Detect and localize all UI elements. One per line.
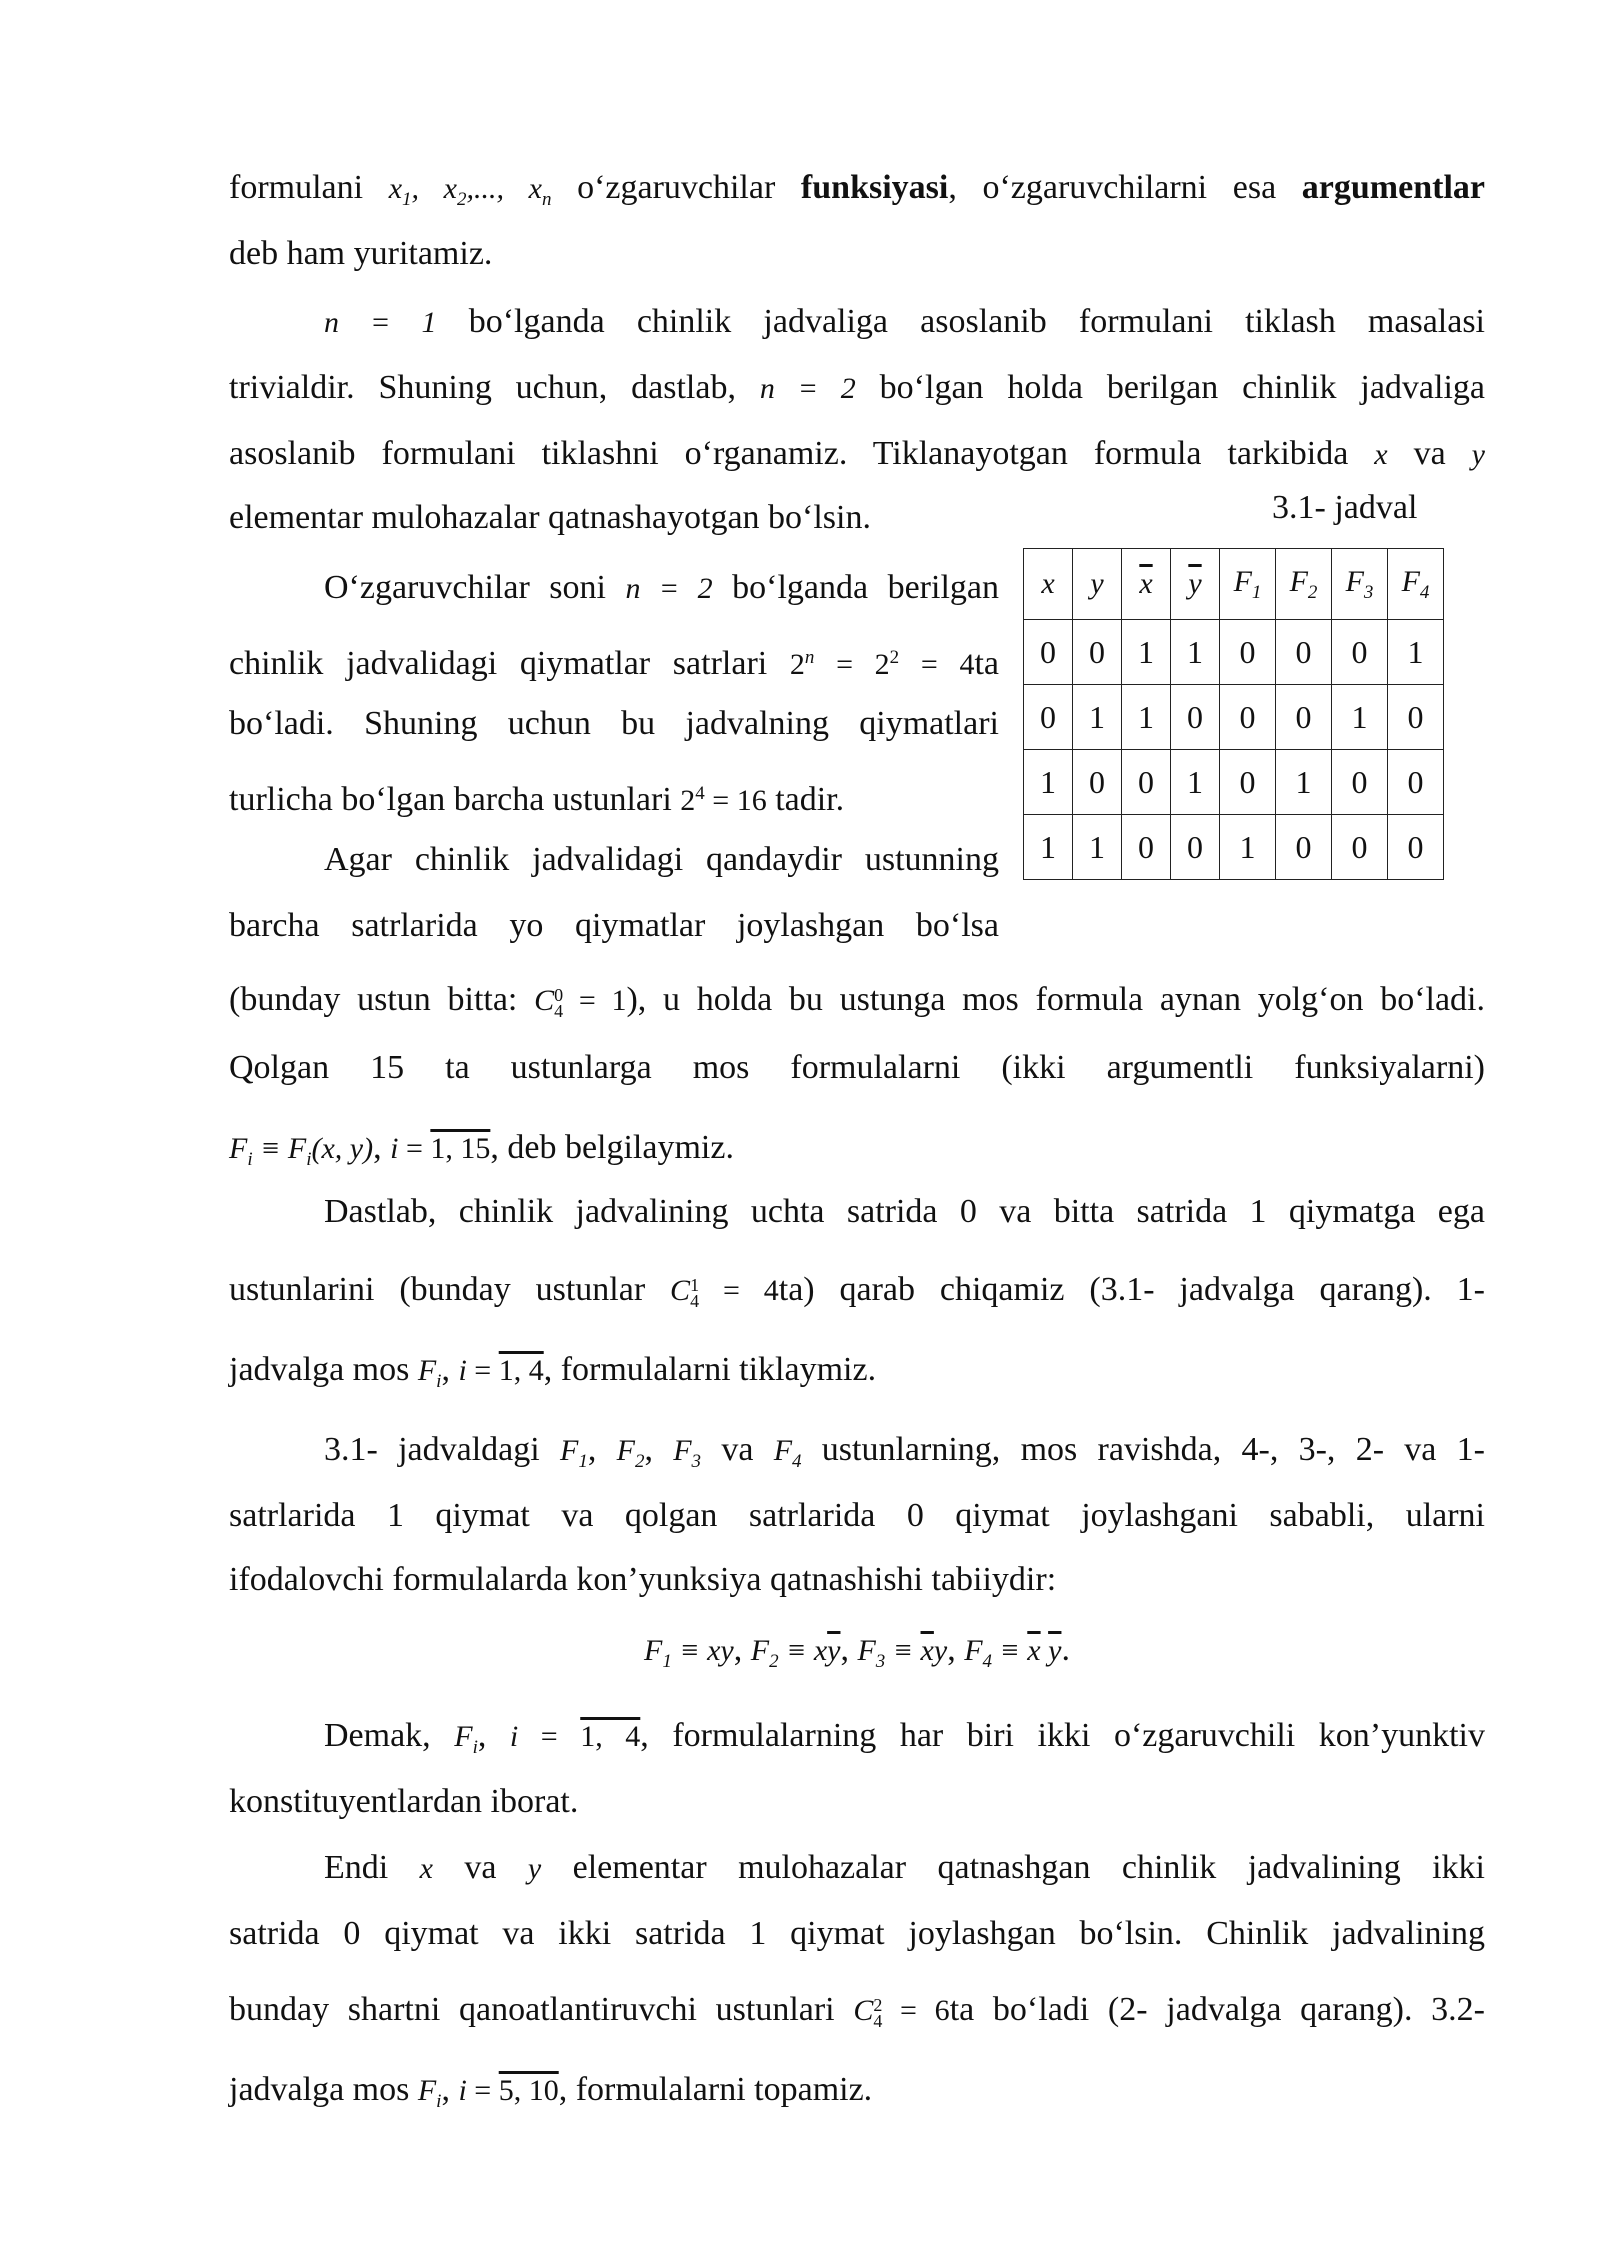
header-cell: $\overline{x}$ — [1122, 549, 1171, 620]
header-cell: $F_1$ — [1220, 549, 1276, 620]
truth-table — [1023, 548, 1444, 880]
text-line: Dastlab, chinlik jadvalining uchta satrida 0 va bitta satrida 1 qiymatga ega — [324, 1193, 1485, 1230]
text-line: jadvalga mos $F_i$, i = 1, 4, formulalarni tiklaymiz. — [229, 1351, 877, 1392]
table-cell: 1 — [1073, 685, 1122, 750]
table-cell: 0 — [1276, 620, 1332, 685]
text-line: (bunday ustun bitta: C 0 4 = 1), u holda bu ustunga mos formula aynan yolg‘on bo‘ladi. — [229, 981, 1486, 1022]
math-inline: i — [390, 1132, 399, 1165]
bold-term: argumentlar — [1301, 169, 1485, 206]
table-cell: 1 — [1332, 685, 1388, 750]
text-line: konstituyentlardan iborat. — [229, 1783, 579, 1820]
math-inline: n = 1 — [324, 306, 437, 339]
text-line: deb ham yuritamiz. — [229, 235, 493, 272]
text-line: asoslanib formulani tiklashni o‘rganamiz. Tiklanayotgan formula tarkibida x va y — [229, 435, 1485, 472]
table-cell: 0 — [1024, 685, 1073, 750]
math-inline: $F_i$ — [454, 1720, 478, 1758]
math-inline: $F_i$ — [417, 2074, 442, 2112]
math-inline: C 0 4 = 1 — [534, 984, 627, 1022]
text-line: Agar chinlik jadvalidagi qandaydir ustunning — [324, 841, 999, 878]
math-inline: $2^n = 2^2 = 4$ — [789, 647, 975, 681]
math-inline: x — [419, 1852, 433, 1885]
text-line: elementar mulohazalar qatnashayotgan bo‘lsin. — [229, 499, 871, 536]
math-inline: C 1 4 = 4 — [670, 1274, 779, 1312]
table-row — [1024, 685, 1444, 750]
table-header-row — [1024, 549, 1444, 620]
text-line: chinlik jadvalidagi qiymatlar satrlari $2^n = 2^2 = 4ta$ — [229, 645, 999, 682]
text-line: ustunlarini (bunday ustunlar C 1 4 = 4ta) qarab chiqamiz (3.1- jadvalga qarang). 1- — [229, 1271, 1486, 1312]
table-cell: 1 — [1388, 620, 1444, 685]
table-cell: 0 — [1220, 620, 1276, 685]
math-inline: n = 2 — [759, 372, 856, 405]
text-line: trivialdir. Shuning uchun, dastlab, n = 2 bo‘lgan holda berilgan chinlik jadvaliga — [229, 369, 1485, 406]
table-cell: 1 — [1122, 685, 1171, 750]
table-cell: 0 — [1122, 815, 1171, 880]
table-cell: 0 — [1276, 685, 1332, 750]
math-formula: $F_2 \equiv x\overline{y}$ — [750, 1634, 841, 1672]
text-line: jadvalga mos $F_i$, i = 5, 10, formulalarni topamiz. — [229, 2071, 873, 2112]
table-cell: 0 — [1073, 620, 1122, 685]
math-formula: $F_3 \equiv \overline{x}y$ — [857, 1634, 948, 1672]
table-cell: 1 — [1171, 620, 1220, 685]
table-cell: 0 — [1388, 750, 1444, 815]
table-cell: 0 — [1332, 750, 1388, 815]
text-line: n = 1 bo‘lganda chinlik jadvaliga asoslanib formulani tiklash masalasi — [324, 303, 1485, 340]
math-formula: $F_1$ ≡ xy — [644, 1634, 734, 1672]
table-cell: 0 — [1171, 685, 1220, 750]
text-line: turlicha bo‘lgan barcha ustunlari $2^4 = 16$ tadir. — [229, 781, 845, 818]
text-line: Qolgan 15 ta ustunlarga mos formulalarni (ikki argumentli funksiyalarni) — [229, 1049, 1485, 1086]
table-cell: 0 — [1024, 620, 1073, 685]
header-cell: y — [1073, 549, 1122, 620]
header-cell: $\overline{y}$ — [1171, 549, 1220, 620]
header-cell: $F_4$ — [1388, 549, 1444, 620]
text-line: satrida 0 qiymat va ikki satrida 1 qiymat joylashgan bo‘lsin. Chinlik jadvalining — [229, 1915, 1485, 1952]
text-line: ifodalovchi formulalarda kon’yunksiya qatnashishi tabiiydir: — [229, 1561, 1057, 1598]
text-line: formulani $x_1$, $x_2$,..., $x_n$ o‘zgaruvchilar funksiyasi, o‘zgaruvchilarni esa argumentlar — [229, 169, 1485, 210]
math-inline: $F_1$ — [560, 1434, 588, 1472]
table-cell: 0 — [1073, 750, 1122, 815]
table-cell: 0 — [1220, 750, 1276, 815]
text-line: Endi x va y elementar mulohazalar qatnashgan chinlik jadvalining ikki — [324, 1849, 1485, 1886]
table-cell: 1 — [1220, 815, 1276, 880]
table-cell: 0 — [1388, 685, 1444, 750]
text-line: Demak, $F_i$, i = 1, 4, formulalarning har biri ikki o‘zgaruvchili kon’yunktiv — [324, 1717, 1485, 1758]
table-cell: 0 — [1220, 685, 1276, 750]
text-line: barcha satrlarida yo qiymatlar joylashgan bo‘lsa — [229, 907, 999, 944]
header-cell: $F_3$ — [1332, 549, 1388, 620]
text-line: bo‘ladi. Shuning uchun bu jadvalning qiymatlari — [229, 705, 999, 742]
table-cell: 1 — [1073, 815, 1122, 880]
math-inline: $2^4 = 16$ — [680, 783, 767, 817]
math-inline: C 2 4 = 6 — [853, 1994, 950, 2032]
table-cell: 0 — [1388, 815, 1444, 880]
math-inline: $F_i \equiv F_i(x$, y) — [229, 1132, 374, 1170]
table-cell: 1 — [1122, 620, 1171, 685]
table-cell: 0 — [1276, 815, 1332, 880]
header-cell: x — [1024, 549, 1073, 620]
text-line: $F_i \equiv F_i(x$, y), i = 1, 15, deb belgilaymiz. — [229, 1129, 734, 1170]
table-cell: 0 — [1332, 620, 1388, 685]
header-cell: $F_2$ — [1276, 549, 1332, 620]
math-inline: n = 2 — [625, 572, 713, 605]
text-line: satrlarida 1 qiymat va qolgan satrlarida 0 qiymat joylashgani sababli, ularni — [229, 1497, 1485, 1534]
table-cell: 0 — [1171, 815, 1220, 880]
formula-line: $F_1$ ≡ xy, $F_2 \equiv x\overline{y}$, $F_3 \equiv \overline{x}y$, $F_4 \equiv \overline{x}$ $\overline{y}$. — [644, 1631, 1070, 1672]
table-row — [1024, 620, 1444, 685]
table-cell: 1 — [1024, 815, 1073, 880]
math-variables-list: $x_1$, $x_2$,..., $x_n$ — [388, 172, 552, 210]
text-line: bunday shartni qanoatlantiruvchi ustunlari C 2 4 = 6ta bo‘ladi (2- jadvalga qarang). 3.2- — [229, 1991, 1485, 2032]
math-inline: y — [1471, 438, 1485, 471]
math-formula: $F_4 \equiv \overline{x}$ $\overline{y}$ — [964, 1634, 1062, 1672]
table-cell: 0 — [1332, 815, 1388, 880]
table-cell: 1 — [1171, 750, 1220, 815]
text-line: 3.1- jadvaldagi $F_1$, $F_2$, $F_3$ va $F_4$ ustunlarning, mos ravishda, 4-, 3-, 2- va 1- — [324, 1431, 1485, 1472]
table-caption: 3.1- jadval — [1272, 489, 1418, 526]
bold-term: funksiyasi — [800, 169, 949, 206]
table-cell: 1 — [1024, 750, 1073, 815]
table-cell: 0 — [1122, 750, 1171, 815]
math-inline: $F_i$ — [417, 1354, 442, 1392]
table-cell: 1 — [1276, 750, 1332, 815]
text-line: O‘zgaruvchilar soni n = 2 bo‘lganda berilgan — [324, 569, 999, 606]
math-inline: x — [1374, 438, 1388, 471]
table-row — [1024, 750, 1444, 815]
table-row — [1024, 815, 1444, 880]
